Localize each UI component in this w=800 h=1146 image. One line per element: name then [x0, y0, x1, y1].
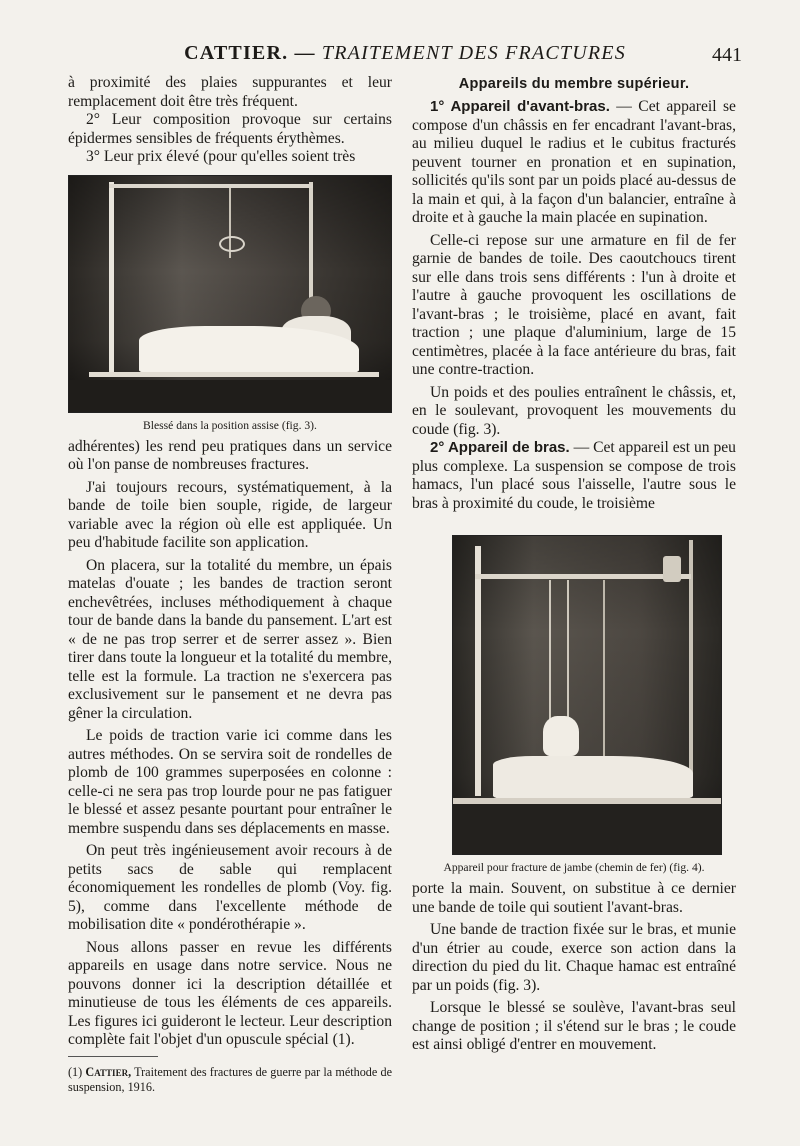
paragraph — [412, 439, 736, 513]
paragraph: Nous allons passer en revue les différents appareils en usage dans notre service. Nous ne pouvons donner ici la description détaillée et minutieuse de tous les éléments de ces appareils. Les figures ici guideront le lecteur. Leur description complète fait l'objet d'un opuscule spécial (1). — [68, 938, 392, 1048]
footnote-rule — [68, 1056, 158, 1057]
paragraph: 3° Leur prix élevé (pour qu'elles soient très — [86, 148, 356, 165]
left-column — [68, 74, 392, 1095]
header-title — [68, 42, 742, 65]
paragraph: Un poids et des poulies entraînent le châssis, et, en le soulevant, provoquent les mouvements du coude (fig. 3). — [412, 383, 736, 438]
header-dash: — — [294, 42, 316, 64]
footnote-mark: (1) — [68, 1064, 83, 1079]
header-author: CATTIER. — [184, 42, 289, 64]
paragraph: 2° Leur composition provoque sur certains épidermes sensibles de fréquents érythèmes. — [68, 111, 392, 147]
paragraph: Une bande de traction fixée sur le bras, et munie d'un étrier au coude, exerce son action dans la direction du pied du lit. Chaque hamac est entraîné par un poids (fig. 3). — [412, 921, 736, 994]
paragraph — [412, 98, 736, 228]
paragraph: porte la main. Souvent, on substitue à ce dernier une bande de toile qui soutient l'avant-bras. — [412, 880, 736, 916]
paragraph: On placera, sur la totalité du membre, un épais matelas d'ouate ; les bandes de traction seront enchevêtrées, incluses méthodiquement à chaque tour de bande dans la bande du pansement. L'art est « de ne pas trop serrer et de serrer assez ». Bien tirer dans toute la longueur et la totalité du membre, telle est la formule. La traction ne s'exercera pas exclusivement sur le pansement et ne devra pas gêner la circulation. — [68, 556, 392, 722]
figure-photo-seated-patient — [68, 175, 392, 413]
paragraph: à proximité des plaies suppurantes et leur remplacement doit être très fréquent. — [68, 74, 392, 110]
footnote — [68, 1065, 392, 1095]
section-title: Appareils du membre supérieur. — [458, 76, 690, 92]
paragraph: adhérentes) les rend peu pratiques dans un service où l'on panse de nombreuses fractures. — [68, 437, 392, 473]
header-book-title: TRAITEMENT DES FRACTURES — [321, 42, 626, 64]
page-number: 441 — [712, 44, 742, 66]
footnote-author: Cattier, — [85, 1064, 132, 1079]
figure-photo-leg-apparatus — [452, 535, 722, 855]
paragraph-text: — Cet appareil est un peu plus complexe. La suspension se compose de trois hamacs, l'un placé sous l'aisselle, l'autre sous le bras à proximité du coude, le troisième — [412, 439, 736, 512]
paragraph-text: — Cet appareil se compose d'un châssis en fer encadrant l'avant-bras, au milieu duquel le radius et le cubitus fracturés peuvent tourner en pronation et en supination, sollicités qu'ils sont par un poids placé au-dessus de la main et qui, à la façon d'un balancier, entraîne à droite et à gauche la main placée en supination. — [412, 98, 736, 226]
figure-caption: Blessé dans la position assise (fig. 3). — [143, 418, 317, 432]
paragraph: Lorsque le blessé se soulève, l'avant-bras seul change de position ; il s'étend sur le bras ; le coude est ainsi obligé d'entrer en mouvement. — [412, 999, 736, 1053]
paragraph: On peut très ingénieusement avoir recours à de petits sacs de sable qui remplacent économiquement les rondelles de plomb (Voy. fig. 5), comme dans l'excellente méthode de mobilisation dite « pondérothérapie ». — [68, 842, 392, 933]
footnote-text: Traitement des fractures de guerre par la méthode de suspension, 1916. — [68, 1064, 393, 1094]
running-header — [68, 42, 742, 68]
paragraph: Le poids de traction varie ici comme dans les autres méthodes. On se servira soit de rondelles de plomb de 100 grammes superposées en colonne : celle-ci ne sera pas trop lourde pour ne pas fatiguer le blessé et assez pesante pourtant pour entraîner le membre suspendu dans ses déplacements en masse. — [68, 727, 392, 837]
section-lead: 2° Appareil de bras. — [430, 439, 570, 456]
figure-caption: Appareil pour fracture de jambe (chemin de fer) (fig. 4). — [443, 861, 705, 874]
paragraph: J'ai toujours recours, systématiquement, à la bande de toile bien souple, rigide, de largeur variable avec la région où elle est appliquée. Un peu d'habitude facilite son application. — [68, 478, 392, 551]
right-column — [412, 74, 736, 1055]
section-lead: 1° Appareil d'avant-bras. — [430, 98, 610, 115]
paragraph: Celle-ci repose sur une armature en fil de fer garnie de bandes de toile. Des caoutchoucs tirent sur elle dans trois sens différents : l'un à droite et l'autre à gauche provoquent les oscillations de l'avant-bras ; le troisième, placé en avant, fait traction ; une plaque d'aluminium, large de 15 centimètres, placée à la face antérieure du bras, fait une contre-traction. — [412, 231, 736, 378]
